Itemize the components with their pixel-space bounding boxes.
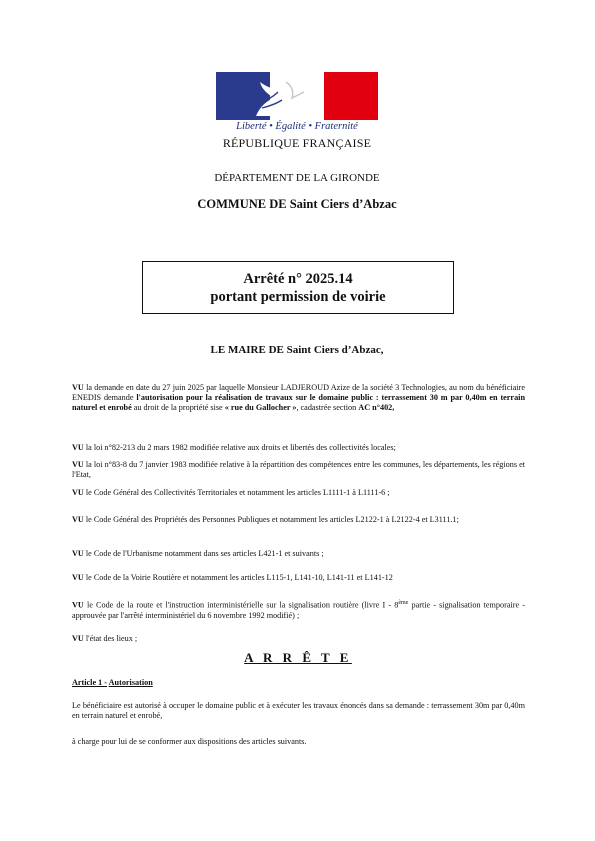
article-1-paragraph-1: Le bénéficiaire est autorisé à occuper le domaine public et à exécuter les travaux énoncés dans sa demande : terrassement 30m par 0,40m en terrain naturel et enrobé, — [72, 701, 525, 720]
vu-item-code-route: VU le Code de la route et l'instruction interministérielle sur la signalisation routière (livre I - 8ème partie - signalisation temporaire - approuvée par l'arrêté interministériel du 6 novembre 1992 modifié) ; — [72, 600, 525, 620]
commune: COMMUNE DE Saint Ciers d’Abzac — [197, 197, 397, 211]
article-1-heading: Article 1 - Autorisation — [72, 678, 153, 687]
republique-francaise: RÉPUBLIQUE FRANÇAISE — [222, 136, 372, 150]
maire-heading: LE MAIRE DE Saint Ciers d’Abzac, — [210, 344, 384, 356]
vu-item-etat-des-lieux: VU l'état des lieux ; — [72, 634, 138, 643]
vu-item-demande: VU la demande en date du 27 juin 2025 par laquelle Monsieur LADJEROUD Azize de la société 3 Technologies, au nom du bénéficiaire ENEDIS demande l'autorisation pour la réalisation de travaux sur le domaine public : terrassement 30 m par 0,40m en terrain naturel et enrobé au droit de la propriété sise « rue du Gallocher », cadastrée section AC n°402, — [72, 383, 526, 412]
title-box — [142, 261, 454, 314]
vu-item-cgppp: VU le Code Général des Propriétés des Personnes Publiques et notamment les articles L2122-1 à L2122-4 et L3111.1; — [72, 515, 459, 524]
arrete-heading: A R R Ê T E — [244, 650, 352, 665]
vu-item-urbanisme: VU le Code de l'Urbanisme notamment dans ses articles L421-1 et suivants ; — [72, 549, 324, 558]
departement: DÉPARTEMENT DE LA GIRONDE — [214, 172, 380, 184]
flag-red-band — [324, 72, 378, 120]
devise: Liberté • Égalité • Fraternité — [236, 121, 358, 132]
vu-item-cgct: VU le Code Général des Collectivités Territoriales et notamment les articles L1111-1 à L1111-6 ; — [72, 488, 390, 497]
vu-item-loi-1983: VU la loi n°83-8 du 7 janvier 1983 modifiée relative à la répartition des compétences entre les communes, les départements, les régions et l'Etat, — [72, 460, 525, 479]
vu-item-loi-1982: VU la loi n°82-213 du 2 mars 1982 modifiée relative aux droits et libertés des collectivités locales; — [72, 443, 396, 452]
marianne-logo — [216, 72, 378, 120]
arrete-subject: portant permission de voirie — [210, 289, 386, 305]
vu-item-voirie: VU le Code de la Voirie Routière et notamment les articles L115-1, L141-10, L141-11 et L141-12 — [72, 573, 393, 582]
article-1-paragraph-2: à charge pour lui de se conformer aux dispositions des articles suivants. — [72, 737, 307, 746]
arrete-number: Arrêté n° 2025.14 — [243, 271, 353, 287]
